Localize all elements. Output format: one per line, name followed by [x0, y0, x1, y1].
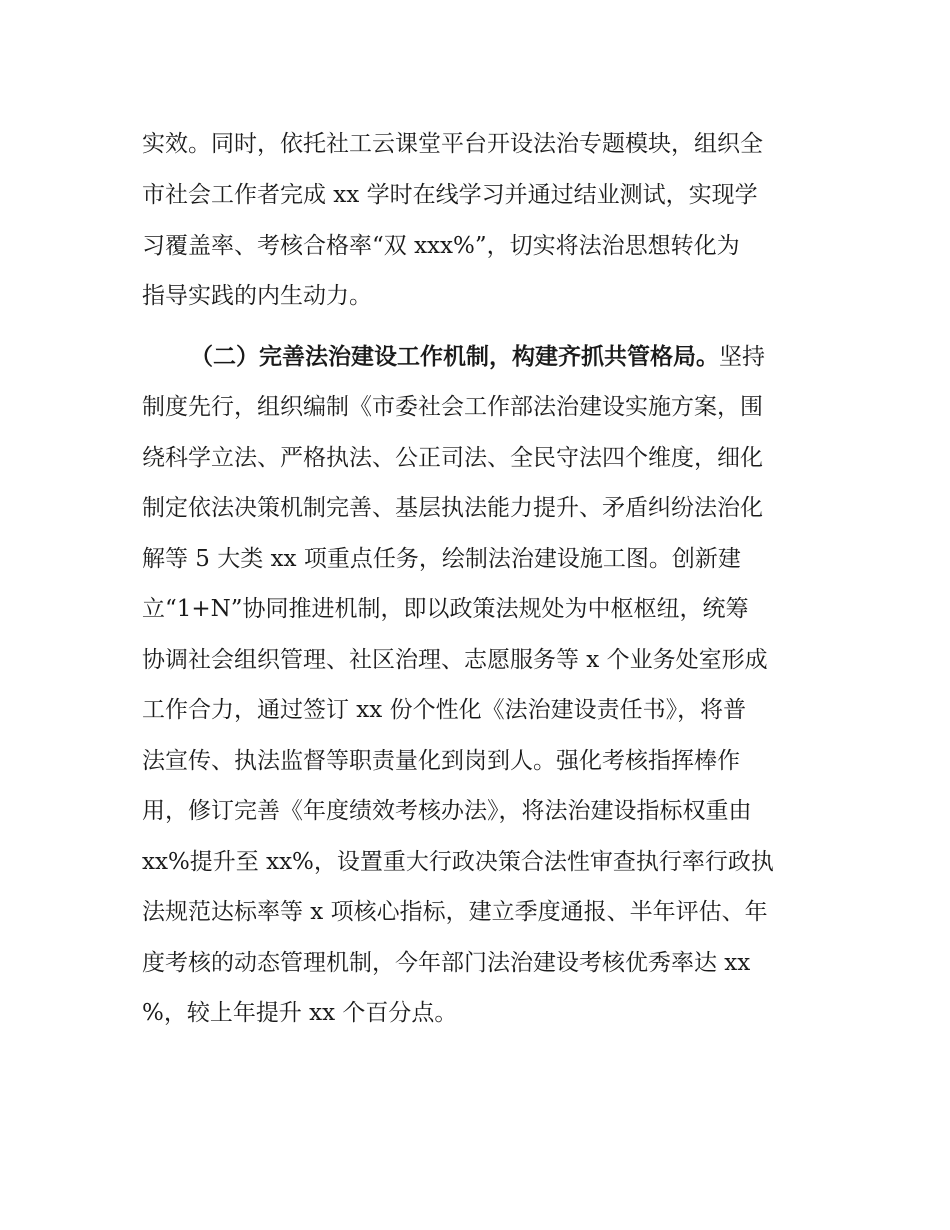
paragraph2-line-6: 立“1+N”协同推进机制，即以政策法规处为中枢枢纽，统筹	[142, 596, 749, 622]
paragraph1-line-3: 习覆盖率、考核合格率“双 xxx%”，切实将法治思想转化为	[142, 233, 740, 259]
paragraph2-line-10: 用，修订完善《年度绩效考核办法》，将法治建设指标权重由	[142, 798, 752, 824]
paragraph2-line-13: 度考核的动态管理机制，今年部门法治建设考核优秀率达 xx	[142, 950, 751, 976]
paragraph2-line-4: 制定依法决策机制完善、基层执法能力提升、矛盾纠纷法治化	[142, 495, 763, 521]
paragraph2-line-9: 法宣传、执法监督等职责量化到岗到人。强化考核指挥棒作	[142, 748, 740, 774]
paragraph2-line-7: 协调社会组织管理、社区治理、志愿服务等 x 个业务处室形成	[142, 647, 768, 673]
paragraph2-line-12: 法规范达标率等 x 项核心指标，建立季度通报、半年评估、年	[142, 899, 768, 925]
paragraph1-line-4: 指导实践的内生动力。	[142, 283, 372, 309]
paragraph1-line-2: 市社会工作者完成 xx 学时在线学习并通过结业测试，实现学	[142, 182, 758, 208]
paragraph2-heading: （二）完善法治建设工作机制，构建齐抓共管格局。	[190, 344, 719, 370]
paragraph1-line-1: 实效。同时，依托社工云课堂平台开设法治专题模块，组织全	[142, 131, 763, 157]
paragraph2-line-5: 解等 5 大类 xx 项重点任务，绘制法治建设施工图。创新建	[142, 546, 741, 572]
paragraph2-first-line	[190, 342, 870, 372]
paragraph2-line-2: 制度先行，组织编制《市委社会工作部法治建设实施方案，围	[142, 394, 763, 420]
paragraph2-first-line-rest: 坚持	[719, 344, 765, 370]
paragraph2-line-3: 绕科学立法、严格执法、公正司法、全民守法四个维度，细化	[142, 445, 763, 471]
paragraph2-line-8: 工作合力，通过签订 xx 份个性化《法治建设责任书》，将普	[142, 697, 747, 723]
paragraph2-line-11: xx%提升至 xx%，设置重大行政决策合法性审查执行率行政执	[142, 849, 774, 875]
paragraph2-line-14: %，较上年提升 xx 个百分点。	[142, 1000, 458, 1026]
